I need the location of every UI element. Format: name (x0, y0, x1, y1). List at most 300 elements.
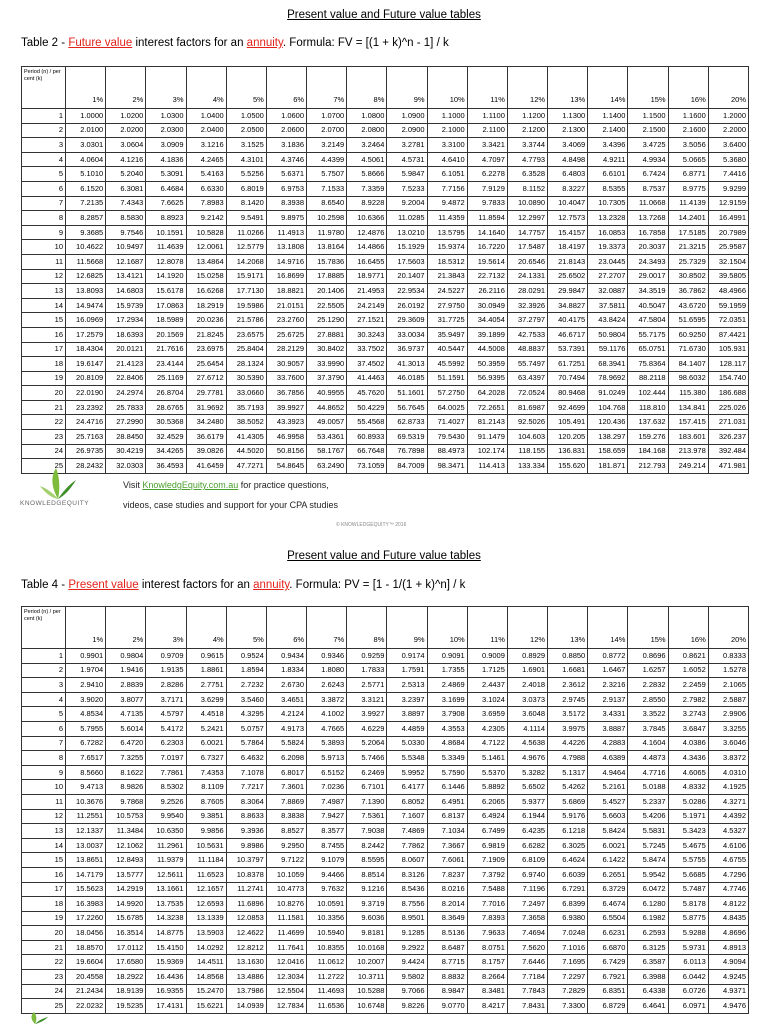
table-row (22, 371, 749, 386)
factor-cell: 1.9135 (146, 663, 186, 678)
factor-cell: 51.1601 (387, 386, 427, 401)
factor-cell: 58.1767 (307, 444, 347, 459)
factor-cell: 7.2297 (548, 970, 588, 985)
table4-term-annuity: annuity (253, 579, 290, 591)
factor-cell: 8.6487 (427, 940, 467, 955)
factor-cell: 5.6502 (507, 780, 547, 795)
factor-cell: 6.7291 (548, 882, 588, 897)
factor-cell: 4.2883 (588, 736, 628, 751)
factor-cell: 6.8137 (427, 809, 467, 824)
factor-cell: 47.5804 (628, 313, 668, 328)
factor-cell: 4.9173 (266, 721, 306, 736)
factor-cell: 5.4675 (668, 838, 708, 853)
factor-cell: 13.5903 (186, 926, 226, 941)
factor-cell: 3.9020 (66, 692, 106, 707)
factor-cell: 23.6975 (186, 342, 226, 357)
factor-cell: 2.8286 (146, 678, 186, 693)
factor-cell: 9.2142 (186, 211, 226, 226)
rate-header: 6% (266, 607, 306, 649)
factor-cell: 28.1324 (226, 357, 266, 372)
factor-cell: 14.2401 (668, 211, 708, 226)
factor-cell: 5.0330 (387, 736, 427, 751)
factor-cell: 14.1920 (146, 269, 186, 284)
rate-header: 7% (307, 607, 347, 649)
factor-cell: 11.0285 (387, 211, 427, 226)
factor-cell: 10.0890 (507, 196, 547, 211)
factor-cell: 8.2442 (347, 838, 387, 853)
factor-cell: 5.5824 (266, 736, 306, 751)
factor-cell: 7.5233 (387, 181, 427, 196)
factor-cell: 2.0100 (66, 123, 106, 138)
factor-cell: 1.8861 (186, 663, 226, 678)
table-row (22, 386, 749, 401)
knowledgequity-link[interactable]: KnowledgEquity.com.au (142, 480, 239, 490)
factor-cell: 134.841 (668, 400, 708, 415)
factor-cell: 14.7757 (507, 225, 547, 240)
factor-cell: 3.3255 (708, 721, 748, 736)
factor-cell: 14.3238 (146, 911, 186, 926)
factor-cell: 3.1525 (226, 138, 266, 153)
factor-cell: 7.1034 (427, 824, 467, 839)
factor-cell: 34.4054 (467, 313, 507, 328)
factor-cell: 10.4622 (66, 240, 106, 255)
table4-mid-text: interest factors for an (138, 579, 254, 591)
factor-cell: 2.8550 (628, 692, 668, 707)
factor-cell: 1.1400 (588, 109, 628, 124)
table-row (22, 400, 749, 415)
factor-cell: 76.7898 (387, 444, 427, 459)
footer-promo (0, 466, 768, 546)
factor-cell: 34.3519 (628, 284, 668, 299)
factor-cell: 91.1479 (467, 430, 507, 445)
factor-cell: 6.4641 (628, 999, 668, 1014)
rate-header: 9% (387, 607, 427, 649)
factor-cell: 6.4684 (146, 181, 186, 196)
factor-cell: 7.7217 (226, 780, 266, 795)
factor-cell: 98.3471 (427, 459, 467, 474)
factor-cell: 5.0188 (628, 780, 668, 795)
factor-cell: 6.4674 (588, 897, 628, 912)
period-cell: 14 (22, 838, 66, 853)
visit-text (123, 480, 329, 490)
factor-cell: 37.3790 (307, 371, 347, 386)
factor-cell: 11.4639 (146, 240, 186, 255)
factor-cell: 9.7632 (307, 882, 347, 897)
factor-cell: 5.8474 (628, 853, 668, 868)
factor-cell: 26.9735 (66, 444, 106, 459)
factor-cell: 15.9171 (226, 269, 266, 284)
table-row (22, 984, 749, 999)
factor-cell: 14.4511 (186, 955, 226, 970)
factor-cell: 29.7781 (186, 386, 226, 401)
factor-cell: 28.6765 (146, 400, 186, 415)
factor-cell: 17.2934 (106, 313, 146, 328)
factor-cell: 6.3025 (548, 838, 588, 853)
rate-header: 13% (548, 67, 588, 109)
table-row (22, 152, 749, 167)
factor-cell: 59.1959 (708, 298, 748, 313)
factor-cell: 8.0607 (387, 853, 427, 868)
factor-cell: 8.3064 (226, 794, 266, 809)
factor-cell: 6.3729 (588, 882, 628, 897)
factor-cell: 36.7856 (266, 386, 306, 401)
factor-cell: 5.4262 (548, 780, 588, 795)
factor-cell: 2.2000 (708, 123, 748, 138)
factor-cell: 21.7616 (146, 342, 186, 357)
factor-cell: 1.2000 (708, 109, 748, 124)
rate-header: 14% (588, 67, 628, 109)
factor-cell: 14.2919 (106, 882, 146, 897)
factor-cell: 19.6604 (66, 955, 106, 970)
present-value-annuity-table (21, 606, 749, 1014)
factor-cell: 1.0600 (266, 109, 306, 124)
factor-cell: 37.4502 (347, 357, 387, 372)
factor-cell: 30.5390 (226, 371, 266, 386)
factor-cell: 4.4873 (628, 751, 668, 766)
table-row (22, 225, 749, 240)
factor-cell: 9.9540 (146, 809, 186, 824)
factor-cell: 30.0949 (467, 298, 507, 313)
factor-cell: 0.8772 (588, 649, 628, 664)
factor-cell: 30.4219 (106, 444, 146, 459)
rate-header: 2% (106, 67, 146, 109)
factor-cell: 21.5786 (226, 313, 266, 328)
rate-header: 5% (226, 67, 266, 109)
table-row (22, 970, 749, 985)
factor-cell: 10.1591 (146, 225, 186, 240)
factor-cell: 17.5487 (507, 240, 547, 255)
factor-cell: 11.0668 (628, 196, 668, 211)
factor-cell: 3.6048 (507, 707, 547, 722)
factor-cell: 2.1300 (548, 123, 588, 138)
factor-cell: 88.4973 (427, 444, 467, 459)
factor-cell: 5.7245 (628, 838, 668, 853)
rate-header: 16% (668, 67, 708, 109)
factor-cell: 4.8534 (66, 707, 106, 722)
period-cell: 2 (22, 123, 66, 138)
factor-cell: 9.8975 (266, 211, 306, 226)
factor-cell: 55.7175 (628, 327, 668, 342)
table2-title (21, 37, 449, 49)
factor-cell: 24.1331 (507, 269, 547, 284)
factor-cell: 9.3719 (347, 897, 387, 912)
period-header: Period (n) / per cent (k) (22, 607, 66, 649)
factor-cell: 33.9990 (307, 357, 347, 372)
factor-cell: 30.8402 (307, 342, 347, 357)
factor-cell: 8.1757 (467, 955, 507, 970)
factor-cell: 39.1899 (467, 327, 507, 342)
factor-cell: 18.2922 (106, 970, 146, 985)
factor-cell: 3.9975 (548, 721, 588, 736)
factor-cell: 213.978 (668, 444, 708, 459)
factor-cell: 8.2857 (66, 211, 106, 226)
factor-cell: 5.4163 (186, 167, 226, 182)
factor-cell: 8.9775 (668, 181, 708, 196)
factor-cell: 17.5185 (668, 225, 708, 240)
factor-cell: 5.3282 (507, 765, 547, 780)
factor-cell: 11.3484 (106, 824, 146, 839)
factor-cell: 71.4027 (427, 415, 467, 430)
period-cell: 12 (22, 269, 66, 284)
factor-cell: 6.9753 (266, 181, 306, 196)
factor-cell: 59.1176 (588, 342, 628, 357)
factor-cell: 10.6350 (146, 824, 186, 839)
factor-cell: 27.2707 (588, 269, 628, 284)
factor-cell: 2.3216 (588, 678, 628, 693)
factor-cell: 42.7533 (507, 327, 547, 342)
factor-cell: 29.9847 (548, 284, 588, 299)
factor-cell: 46.0185 (387, 371, 427, 386)
factor-cell: 33.7502 (347, 342, 387, 357)
factor-cell: 5.0757 (226, 721, 266, 736)
factor-cell: 4.0386 (668, 736, 708, 751)
factor-cell: 81.2143 (467, 415, 507, 430)
period-cell: 15 (22, 853, 66, 868)
factor-cell: 5.2064 (347, 736, 387, 751)
factor-cell: 17.6580 (106, 955, 146, 970)
factor-cell: 9.9856 (186, 824, 226, 839)
factor-cell: 22.8406 (106, 371, 146, 386)
visit-prefix: Visit (123, 480, 143, 490)
table-row (22, 123, 749, 138)
table-row (22, 649, 749, 664)
factor-cell: 1.6052 (668, 663, 708, 678)
factor-cell: 12.5504 (266, 984, 306, 999)
factor-cell: 21.3215 (668, 240, 708, 255)
factor-cell: 41.4305 (226, 430, 266, 445)
rate-header: 3% (146, 607, 186, 649)
factor-cell: 6.0113 (668, 955, 708, 970)
factor-cell: 63.2490 (307, 459, 347, 474)
factor-cell: 3.6400 (708, 138, 748, 153)
factor-cell: 4.8498 (548, 152, 588, 167)
factor-cell: 87.4421 (708, 327, 748, 342)
factor-cell: 15.6785 (106, 911, 146, 926)
factor-cell: 47.7271 (226, 459, 266, 474)
factor-cell: 181.871 (588, 459, 628, 474)
factor-cell: 14.2068 (226, 254, 266, 269)
factor-cell: 1.0300 (146, 109, 186, 124)
factor-cell: 10.8276 (266, 897, 306, 912)
factor-cell: 63.4397 (507, 371, 547, 386)
factor-cell: 16.7858 (628, 225, 668, 240)
factor-cell: 18.9771 (347, 269, 387, 284)
factor-cell: 4.8696 (708, 926, 748, 941)
factor-cell: 4.9676 (507, 751, 547, 766)
logo-wordmark: KNOWLEDGEQUITY (20, 500, 90, 507)
factor-cell: 3.8077 (106, 692, 146, 707)
leaf-icon (38, 466, 78, 500)
factor-cell: 11.7641 (266, 940, 306, 955)
factor-cell: 9.4872 (427, 196, 467, 211)
factor-cell: 137.632 (628, 415, 668, 430)
factor-cell: 4.3436 (668, 751, 708, 766)
factor-cell: 5.6014 (106, 721, 146, 736)
factor-cell: 24.3493 (628, 254, 668, 269)
factor-cell: 12.1062 (106, 838, 146, 853)
factor-cell: 8.1152 (507, 181, 547, 196)
factor-cell: 12.5611 (146, 867, 186, 882)
factor-cell: 11.2551 (66, 809, 106, 824)
factor-cell: 6.0021 (588, 838, 628, 853)
factor-cell: 6.2303 (146, 736, 186, 751)
factor-cell: 24.5227 (427, 284, 467, 299)
rate-header: 15% (628, 67, 668, 109)
factor-cell: 10.5631 (186, 838, 226, 853)
factor-cell: 28.2129 (266, 342, 306, 357)
factor-cell: 8.9228 (347, 196, 387, 211)
factor-cell: 5.4172 (146, 721, 186, 736)
factor-cell: 9.4713 (66, 780, 106, 795)
table-row (22, 357, 749, 372)
factor-cell: 0.9615 (186, 649, 226, 664)
factor-cell: 2.1100 (467, 123, 507, 138)
factor-cell: 1.0200 (106, 109, 146, 124)
table-row (22, 196, 749, 211)
factor-cell: 6.4177 (387, 780, 427, 795)
factor-cell: 78.9692 (588, 371, 628, 386)
factor-cell: 4.5061 (347, 152, 387, 167)
factor-cell: 65.0751 (628, 342, 668, 357)
factor-cell: 13.1339 (186, 911, 226, 926)
factor-cell: 10.4047 (548, 196, 588, 211)
factor-cell: 4.9476 (708, 999, 748, 1014)
factor-cell: 21.0151 (266, 298, 306, 313)
factor-cell: 8.8527 (266, 824, 306, 839)
factor-cell: 9.8181 (347, 926, 387, 941)
factor-cell: 13.8093 (66, 284, 106, 299)
factor-cell: 7.7016 (467, 897, 507, 912)
factor-cell: 8.3481 (467, 984, 507, 999)
factor-cell: 102.174 (467, 444, 507, 459)
factor-cell: 104.603 (507, 430, 547, 445)
factor-cell: 25.7833 (106, 400, 146, 415)
factor-cell: 0.9091 (427, 649, 467, 664)
factor-cell: 64.0025 (427, 400, 467, 415)
page-heading-bottom: Present value and Future value tables (287, 550, 481, 562)
factor-cell: 0.8333 (708, 649, 748, 664)
period-cell: 8 (22, 751, 66, 766)
factor-cell: 4.7122 (467, 736, 507, 751)
factor-cell: 10.8378 (226, 867, 266, 882)
factor-cell: 0.9901 (66, 649, 106, 664)
factor-cell: 25.1290 (307, 313, 347, 328)
factor-cell: 44.8652 (307, 400, 347, 415)
factor-cell: 118.155 (507, 444, 547, 459)
factor-cell: 31.7725 (427, 313, 467, 328)
factor-cell: 1.6901 (507, 663, 547, 678)
factor-cell: 0.9174 (387, 649, 427, 664)
factor-cell: 20.1569 (146, 327, 186, 342)
factor-cell: 1.6681 (548, 663, 588, 678)
factor-cell: 21.8245 (186, 327, 226, 342)
factor-cell: 6.2098 (266, 751, 306, 766)
factor-cell: 6.7327 (186, 751, 226, 766)
factor-cell: 40.9955 (307, 386, 347, 401)
factor-cell: 2.1600 (668, 123, 708, 138)
factor-cell: 14.0939 (226, 999, 266, 1014)
rate-header: 8% (347, 607, 387, 649)
factor-cell: 7.9038 (347, 824, 387, 839)
rate-header: 6% (266, 67, 306, 109)
factor-cell: 14.9920 (106, 897, 146, 912)
factor-cell: 38.5052 (226, 415, 266, 430)
factor-cell: 3.7171 (146, 692, 186, 707)
factor-cell: 1.8080 (307, 663, 347, 678)
period-cell: 3 (22, 678, 66, 693)
factor-cell: 5.6685 (668, 867, 708, 882)
factor-cell: 16.3983 (66, 897, 106, 912)
factor-cell: 10.3356 (307, 911, 347, 926)
factor-cell: 41.6459 (186, 459, 226, 474)
factor-cell: 11.0612 (307, 955, 347, 970)
table-row (22, 926, 749, 941)
factor-cell: 1.0900 (387, 109, 427, 124)
factor-cell: 157.415 (668, 415, 708, 430)
table-row (22, 181, 749, 196)
factor-cell: 84.7009 (387, 459, 427, 474)
factor-cell: 3.6299 (186, 692, 226, 707)
factor-cell: 8.5355 (588, 181, 628, 196)
factor-cell: 5.3893 (307, 736, 347, 751)
factor-cell: 24.2149 (347, 298, 387, 313)
factor-cell: 7.7861 (146, 765, 186, 780)
factor-cell: 16.4991 (708, 211, 748, 226)
factor-cell: 10.4773 (266, 882, 306, 897)
factor-cell: 7.3300 (548, 999, 588, 1014)
factor-cell: 32.0303 (106, 459, 146, 474)
factor-cell: 6.2065 (467, 794, 507, 809)
factor-cell: 3.0301 (66, 138, 106, 153)
factor-cell: 12.6593 (186, 897, 226, 912)
factor-cell: 19.5614 (467, 254, 507, 269)
factor-cell: 14.6803 (106, 284, 146, 299)
factor-cell: 16.6455 (347, 254, 387, 269)
factor-cell: 15.7836 (307, 254, 347, 269)
factor-cell: 55.7497 (507, 357, 547, 372)
factor-cell: 72.0351 (708, 313, 748, 328)
factor-cell: 3.3100 (427, 138, 467, 153)
factor-cell: 4.7746 (708, 882, 748, 897)
factor-cell: 5.3349 (427, 751, 467, 766)
factor-cell: 6.8019 (226, 181, 266, 196)
factor-cell: 3.2149 (307, 138, 347, 153)
factor-cell: 4.3295 (226, 707, 266, 722)
factor-cell: 6.3988 (628, 970, 668, 985)
factor-cell: 73.1059 (347, 459, 387, 474)
factor-cell: 7.4353 (186, 765, 226, 780)
factor-cell: 7.0248 (548, 926, 588, 941)
factor-cell: 6.8017 (266, 765, 306, 780)
factor-cell: 186.688 (708, 386, 748, 401)
factor-cell: 12.1657 (186, 882, 226, 897)
rate-header: 11% (467, 67, 507, 109)
factor-cell: 8.8923 (146, 211, 186, 226)
factor-cell: 3.0909 (146, 138, 186, 153)
factor-cell: 8.7556 (387, 897, 427, 912)
factor-cell: 9.3851 (186, 809, 226, 824)
factor-cell: 56.7645 (387, 400, 427, 415)
factor-cell: 1.1200 (507, 109, 547, 124)
factor-cell: 5.1461 (467, 751, 507, 766)
factor-cell: 92.4699 (548, 400, 588, 415)
factor-cell: 14.7179 (66, 867, 106, 882)
table-row (22, 824, 749, 839)
factor-cell: 18.5312 (427, 254, 467, 269)
factor-cell: 20.1407 (387, 269, 427, 284)
factor-cell: 18.9139 (106, 984, 146, 999)
factor-cell: 3.8897 (387, 707, 427, 722)
